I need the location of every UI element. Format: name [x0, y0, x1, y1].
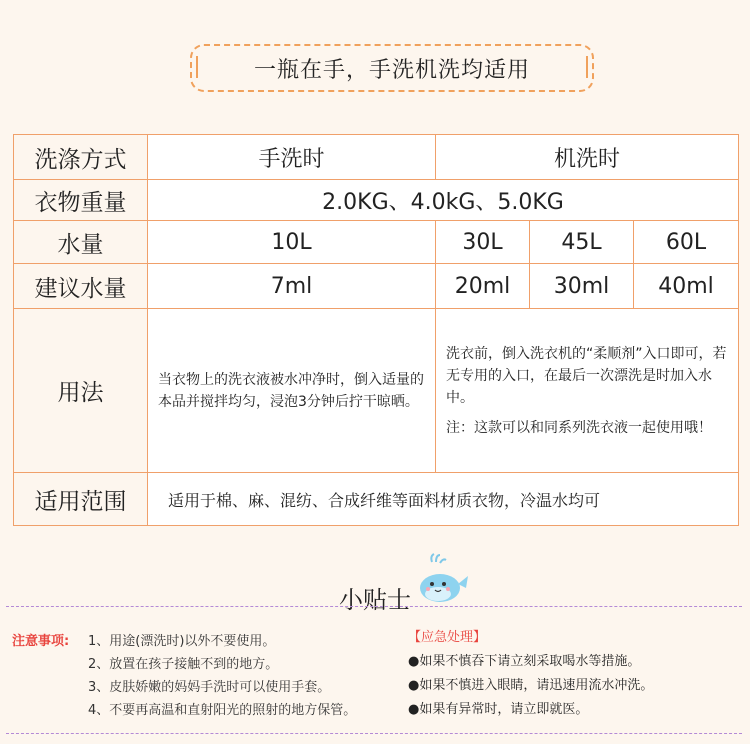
table-row — [14, 309, 739, 473]
note-text: 1、用途(漂洗时)以外不要使用。 — [88, 634, 276, 649]
whale-icon — [414, 552, 470, 608]
list-item — [12, 653, 356, 676]
water-value: 60L — [634, 221, 739, 264]
notes-list — [12, 630, 356, 722]
water-label: 水量 — [14, 221, 148, 264]
usage-machine-note: 注：这款可以和同系列洗衣液一起使用哦！ — [446, 419, 712, 436]
usage-machine-text: 洗衣前，倒入洗衣机的“柔顺剂”入口即可，若无专用的入口，在最后一次漂洗是时加入水中。 — [446, 345, 727, 406]
weight-label: 衣物重量 — [14, 180, 148, 221]
list-item: ●如果有异常时，请立即就医。 — [408, 702, 589, 717]
table-row — [14, 221, 739, 264]
tips-title: 小贴士 — [339, 586, 411, 614]
note-text: 3、皮肤娇嫩的妈妈手洗时可以使用手套。 — [88, 680, 331, 695]
water-value: 30L — [436, 221, 530, 264]
table-row — [14, 135, 739, 180]
scope-label: 适用范围 — [14, 473, 148, 526]
emergency-label: 【应急处理】 — [408, 630, 487, 645]
water-value: 45L — [530, 221, 634, 264]
hand-wash-header: 手洗时 — [148, 135, 436, 180]
emergency-list — [408, 626, 653, 722]
scope-value: 适用于棉、麻、混纺、合成纤维等面料材质衣物，冷温水均可 — [148, 473, 739, 526]
notes-label: 注意事项: — [12, 634, 70, 649]
table-row — [14, 473, 739, 526]
usage-label: 用法 — [14, 309, 148, 473]
weight-value: 2.0KG、4.0kG、5.0KG — [148, 180, 739, 221]
method-label: 洗涤方式 — [14, 135, 148, 180]
dose-value: 7ml — [148, 264, 436, 309]
usage-hand: 当衣物上的洗衣液被水冲净时，倒入适量的本品并搅拌均匀，浸泡3分钟后拧干晾晒。 — [148, 309, 436, 473]
dose-value: 30ml — [530, 264, 634, 309]
list-item: ●如果不慎吞下请立刻采取喝水等措施。 — [408, 654, 641, 669]
water-value: 10L — [148, 221, 436, 264]
spec-table — [13, 134, 739, 526]
list-item — [12, 630, 356, 653]
list-item: ●如果不慎进入眼睛，请迅速用流水冲洗。 — [408, 678, 654, 693]
table-row — [14, 264, 739, 309]
dose-value: 40ml — [634, 264, 739, 309]
list-item — [12, 676, 356, 699]
dose-label: 建议水量 — [14, 264, 148, 309]
usage-machine — [436, 309, 739, 473]
machine-wash-header: 机洗时 — [436, 135, 739, 180]
note-text: 2、放置在孩子接触不到的地方。 — [88, 657, 279, 672]
table-row — [14, 180, 739, 221]
dose-value: 20ml — [436, 264, 530, 309]
note-text: 4、不要再高温和直射阳光的照射的地方保管。 — [88, 703, 357, 718]
page-title: 一瓶在手，手洗机洗均适用 — [190, 44, 594, 92]
list-item — [12, 699, 356, 722]
